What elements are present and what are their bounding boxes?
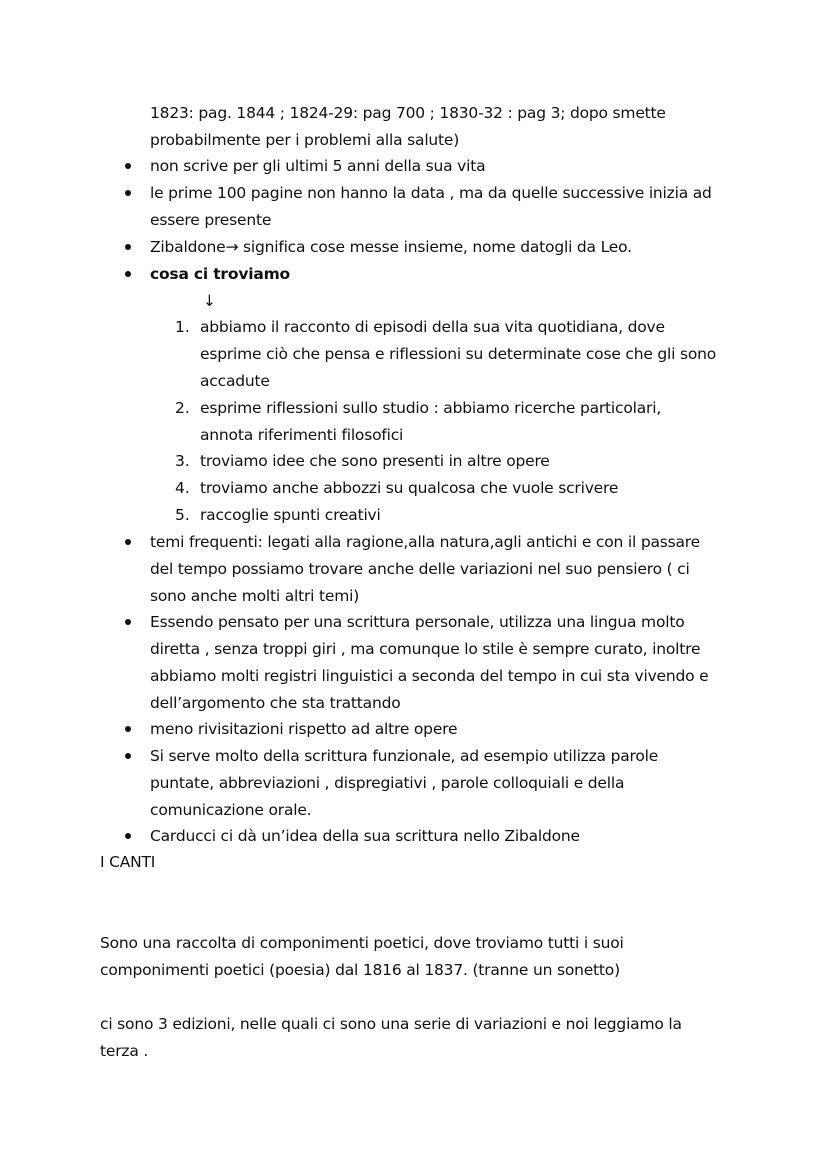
list-item-text: non scrive per gli ultimi 5 anni della sua vita [150,157,486,175]
list-number: 3. [175,452,190,470]
list-item-text: puntate, abbreviazioni , dispregiativi , parole colloquiali e della [150,774,625,792]
list-number: 1. [175,318,190,336]
bullet-icon [125,163,131,169]
bullet-icon [125,190,131,196]
list-item-text: le prime 100 pagine non hanno la data , ma da quelle successive inizia ad [150,184,712,202]
list-item-text: sono anche molti altri temi) [150,587,360,605]
list-number: 5. [175,506,190,524]
list-item-text: essere presente [150,211,272,229]
bullet-icon [125,244,131,250]
bullet-icon [125,833,131,839]
bullet-icon [125,271,131,277]
numbered-item-text: accadute [200,372,270,390]
bullet-icon [125,753,131,759]
bullet-icon [125,619,131,625]
numbered-item-text: troviamo anche abbozzi su qualcosa che vuole scrivere [200,479,619,497]
bullet-icon [125,726,131,732]
list-item-text: Essendo pensato per una scrittura personale, utilizza una lingua molto [150,613,685,631]
list-item-text: Si serve molto della scrittura funzionale, ad esempio utilizza parole [150,747,659,765]
list-item-text: del tempo possiamo trovare anche delle variazioni nel suo pensiero ( ci [150,560,690,578]
numbered-item-text: abbiamo il racconto di episodi della sua vita quotidiana, dove [200,318,665,336]
paragraph-line: componimenti poetici (poesia) dal 1816 al 1837. (tranne un sonetto) [100,961,620,979]
section-heading: I CANTI [100,853,156,871]
bullet-icon [125,539,131,545]
list-item-heading: cosa ci troviamo [150,265,290,283]
list-number: 2. [175,399,190,417]
down-arrow-icon: ↓ [203,292,216,310]
paragraph-line: Sono una raccolta di componimenti poetici, dove troviamo tutti i suoi [100,934,624,952]
continuation-line: probabilmente per i problemi alla salute) [150,131,460,149]
list-item-text: Carducci ci dà un’idea della sua scrittura nello Zibaldone [150,827,580,845]
numbered-item-text: raccoglie spunti creativi [200,506,381,524]
numbered-item-text: esprime riflessioni sullo studio : abbiamo ricerche particolari, [200,399,662,417]
paragraph-line: ci sono 3 edizioni, nelle quali ci sono una serie di variazioni e noi leggiamo la [100,1015,682,1033]
list-item-text: diretta , senza troppi giri , ma comunque lo stile è sempre curato, inoltre [150,640,701,658]
list-item-text: abbiamo molti registri linguistici a seconda del tempo in cui sta vivendo e [150,667,709,685]
continuation-line: 1823: pag. 1844 ; 1824-29: pag 700 ; 1830-32 : pag 3; dopo smette [150,104,666,122]
list-item-text: comunicazione orale. [150,801,312,819]
list-item-text: meno rivisitazioni rispetto ad altre opere [150,720,458,738]
numbered-item-text: troviamo idee che sono presenti in altre opere [200,452,550,470]
paragraph-line: terza . [100,1042,149,1060]
numbered-item-text: annota riferimenti filosofici [200,426,404,444]
numbered-item-text: esprime ciò che pensa e riflessioni su determinate cose che gli sono [200,345,717,363]
list-item-text: temi frequenti: legati alla ragione,alla natura,agli antichi e con il passare [150,533,700,551]
list-item-text: dell’argomento che sta trattando [150,694,401,712]
list-item-text: Zibaldone→ significa cose messe insieme, nome datogli da Leo. [150,238,632,256]
list-number: 4. [175,479,190,497]
